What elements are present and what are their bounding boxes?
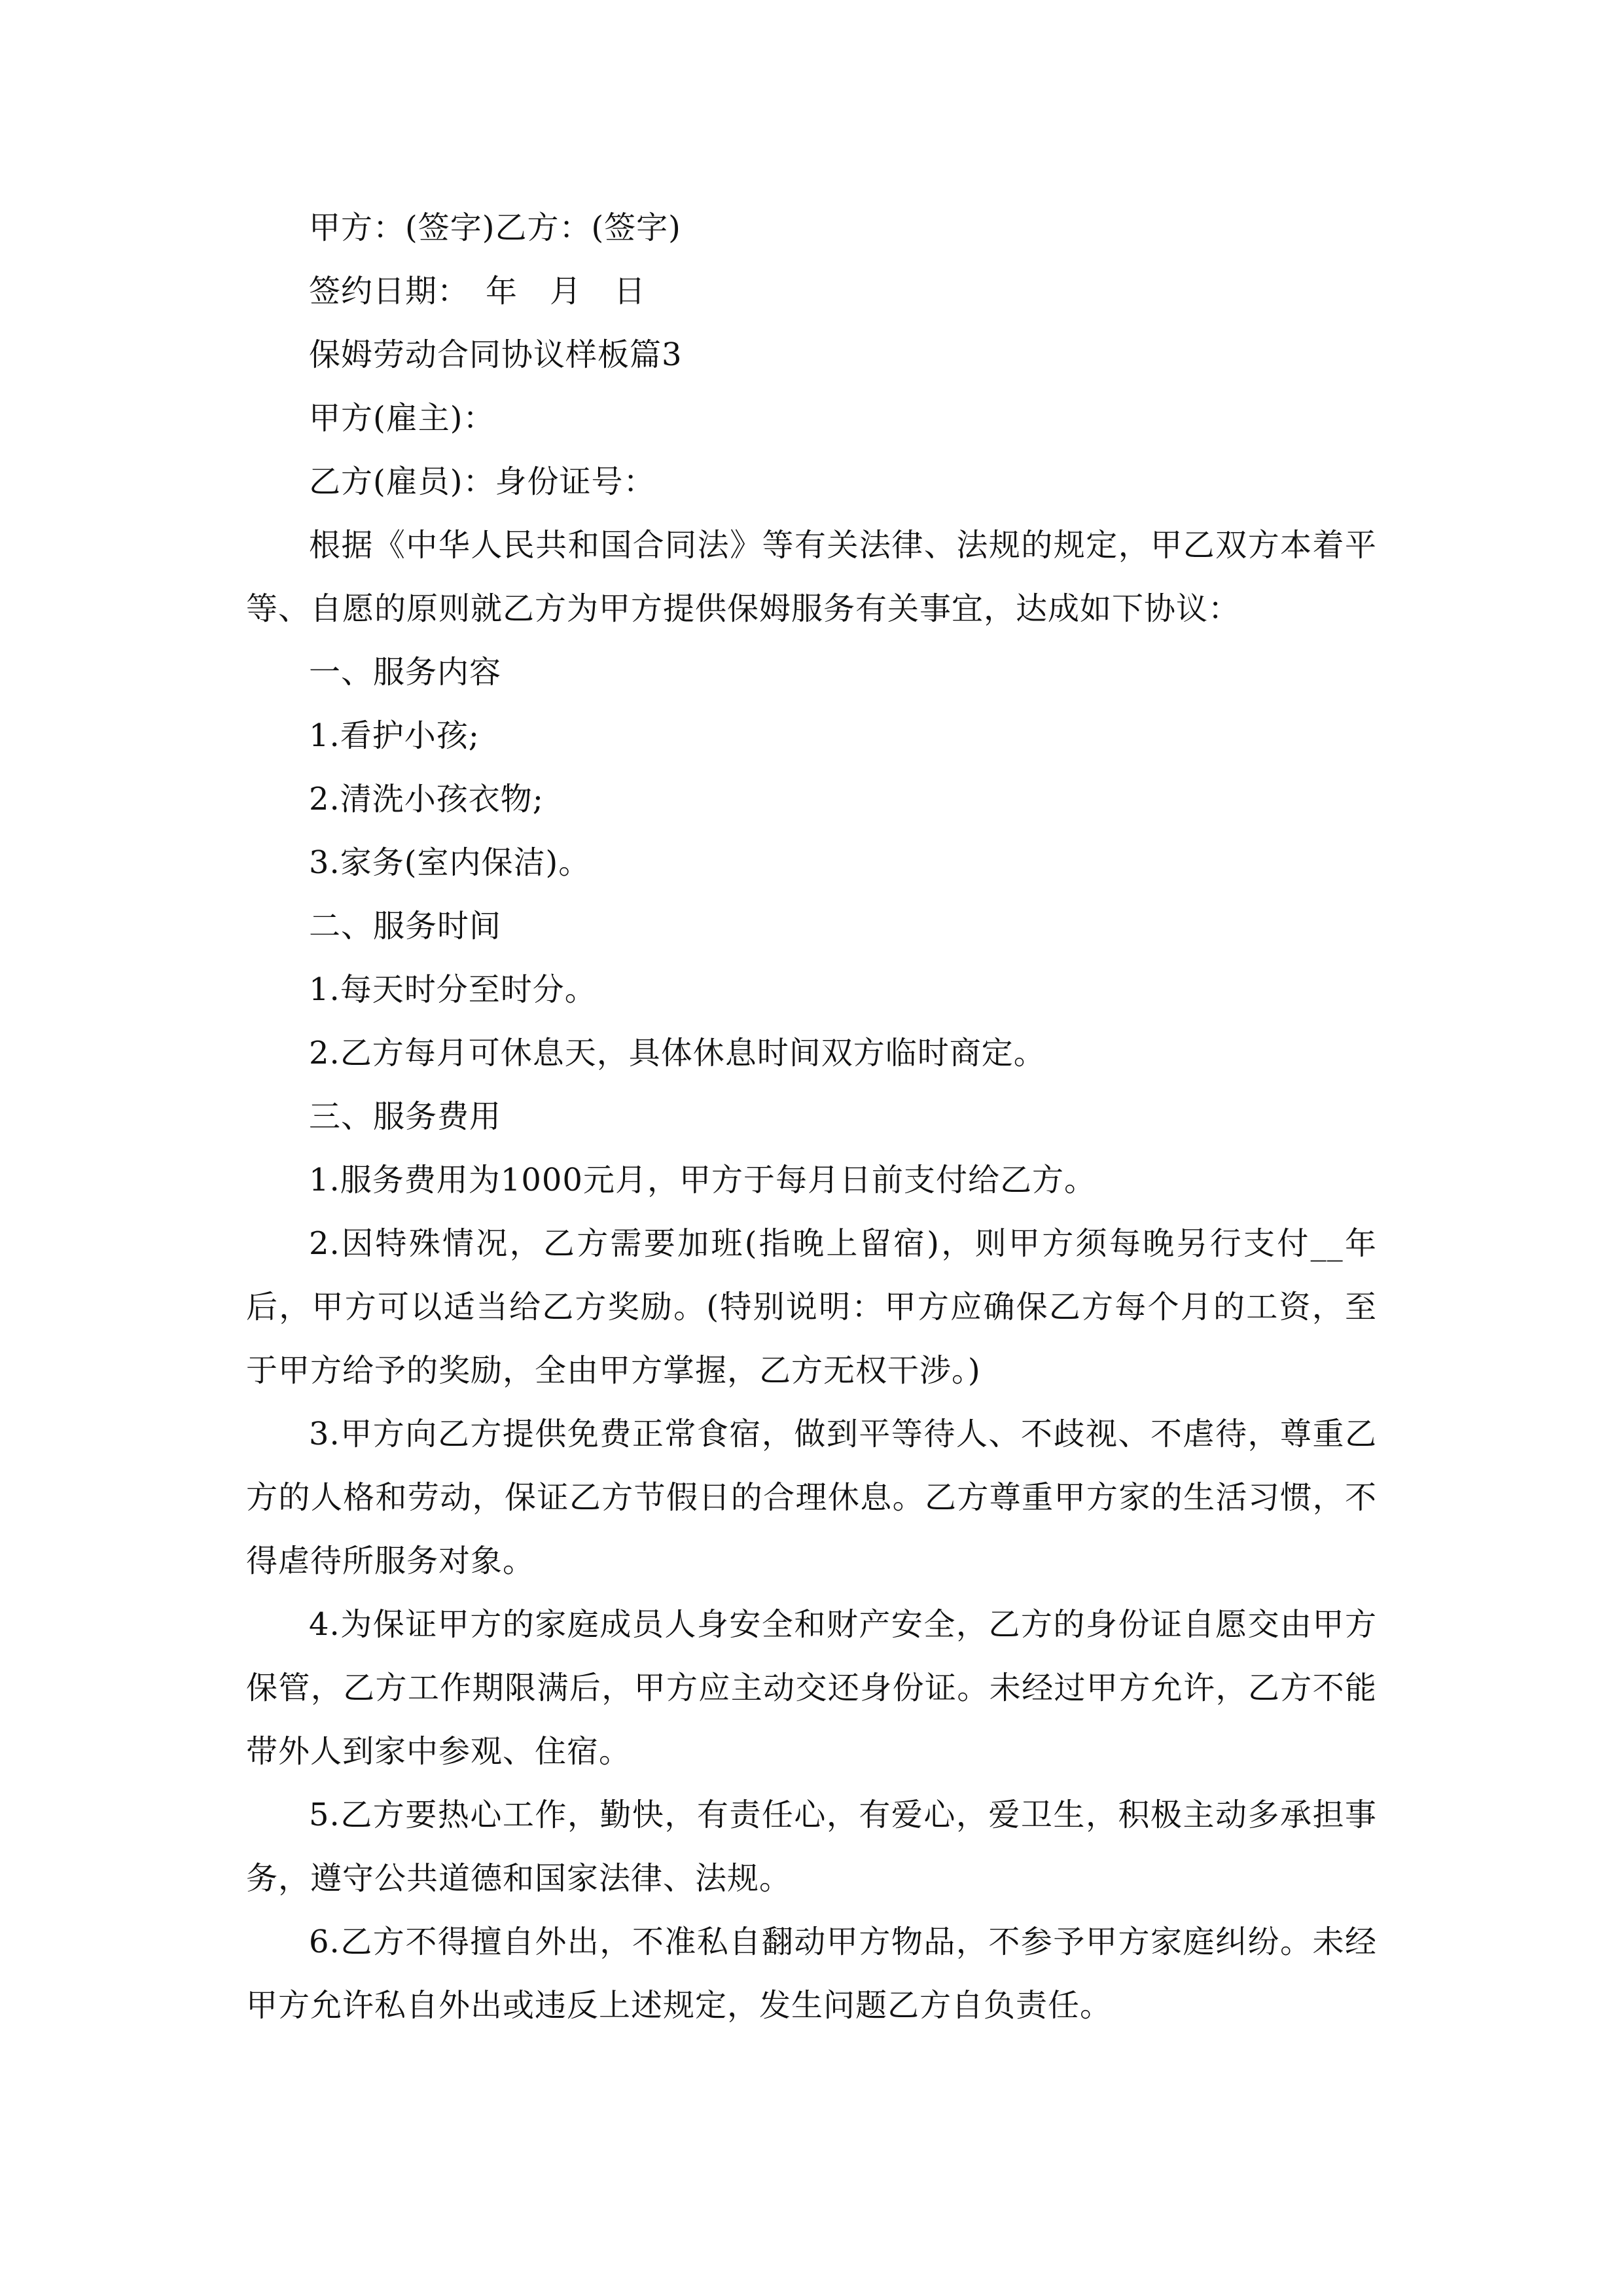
contract-title: 保姆劳动合同协议样板篇3 [309, 336, 683, 373]
clause-2-1: 1.每天时分至时分。 [309, 971, 597, 1008]
party-b-line: 乙方(雇员)：身份证号： [309, 463, 656, 500]
preamble-paragraph: 根据《中华人民共和国合同法》等有关法律、法规的规定，甲乙双方本着平等、自愿的原则就乙方为甲方提供保姆服务有关事宜，达成如下协议： [246, 527, 1377, 627]
section-heading-service-content: 一、服务内容 [309, 654, 502, 691]
clause-1-3: 3.家务(室内保洁)。 [309, 844, 591, 881]
clause-1-2: 2.清洗小孩衣物; [309, 781, 544, 817]
clause-1-1: 1.看护小孩; [309, 717, 480, 754]
party-a-line: 甲方(雇主)： [309, 400, 495, 437]
section-heading-service-time: 二、服务时间 [309, 908, 502, 944]
section-heading-service-fee: 三、服务费用 [309, 1098, 502, 1135]
clause-3-2: 2.因特殊情况，乙方需要加班(指晚上留宿)，则甲方须每晚另行支付__年后，甲方可以适当给乙方奖励。(特别说明：甲方应确保乙方每个月的工资，至于甲方给予的奖励，全由甲方掌握，乙方无权干涉。) [246, 1225, 1377, 1389]
clause-3-4: 4.为保证甲方的家庭成员人身安全和财产安全，乙方的身份证自愿交由甲方保管，乙方工作期限满后，甲方应主动交还身份证。未经过甲方允许，乙方不能带外人到家中参观、住宿。 [246, 1606, 1377, 1770]
clause-3-1: 1.服务费用为1000元月，甲方于每月日前支付给乙方。 [309, 1162, 1096, 1198]
clause-2-2: 2.乙方每月可休息天，具体休息时间双方临时商定。 [309, 1035, 1046, 1071]
clause-3-5: 5.乙方要热心工作，勤快，有责任心，有爱心，爱卫生，积极主动多承担事务，遵守公共道德和国家法律、法规。 [246, 1797, 1377, 1897]
clause-3-6: 6.乙方不得擅自外出，不准私自翻动甲方物品，不参予甲方家庭纠纷。未经甲方允许私自外出或违反上述规定，发生问题乙方自负责任。 [246, 1924, 1377, 2024]
signature-line: 甲方：(签字)乙方：(签字) [309, 209, 681, 246]
document-body [246, 196, 1377, 2037]
signing-date-line: 签约日期： 年 月 日 [309, 273, 647, 310]
clause-3-3: 3.甲方向乙方提供免费正常食宿，做到平等待人、不歧视、不虐待，尊重乙方的人格和劳动，保证乙方节假日的合理休息。乙方尊重甲方家的生活习惯，不得虐待所服务对象。 [246, 1416, 1377, 1579]
